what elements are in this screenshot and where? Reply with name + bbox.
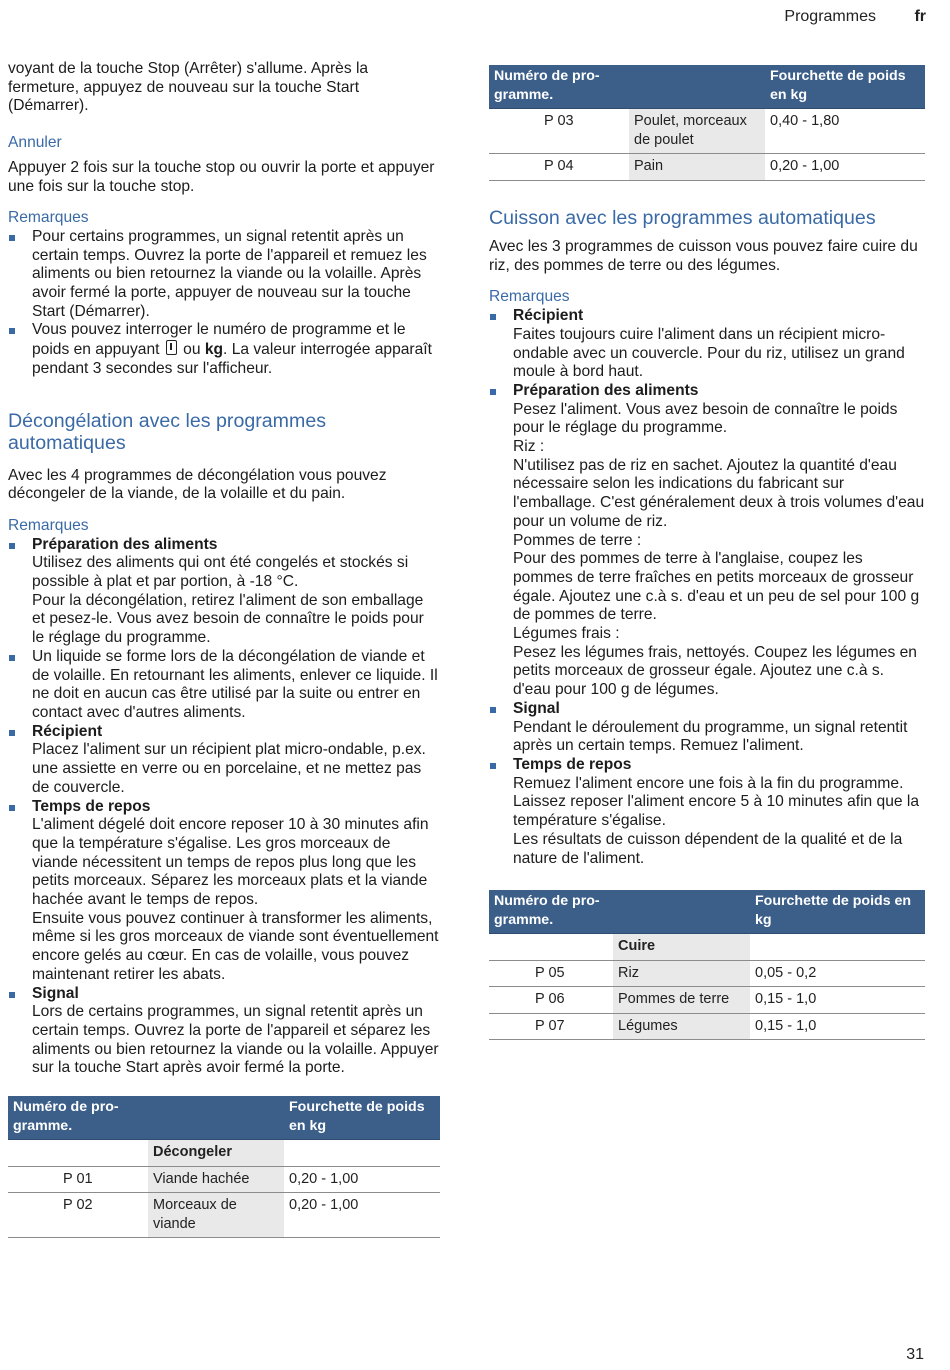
bullet-square-icon <box>9 543 15 549</box>
food-name: Pain <box>629 154 765 181</box>
bullet-square-icon <box>9 992 15 998</box>
list-item <box>8 723 440 798</box>
list-item <box>489 756 925 868</box>
col-header-weight: Fourchette de poids en kg <box>284 1096 440 1140</box>
remark-text: Légumes frais : <box>513 625 620 643</box>
remark-text: Un liquide se forme lors de la décongélation de viande et de volaille. En retournant les aliments, enlever ce liquide. Il ne doit en aucun cas être utilisé par la suite ou entrer en contact avec d'autres aliments. <box>32 647 438 721</box>
weight-range: 0,15 - 1,0 <box>750 987 925 1014</box>
table-row <box>8 1193 440 1238</box>
category-label: Décongeler <box>148 1140 284 1167</box>
decongeler-table-wrap <box>8 1096 440 1238</box>
cuire-table <box>489 890 925 1040</box>
programme-number: P 06 <box>489 987 613 1014</box>
remark-text: Pesez les légumes frais, nettoyés. Coupez les légumes en petits morceaux de grosseur égale. Ajoutez une c.à s. d'eau pour 100 g de légumes. <box>513 643 917 699</box>
list-item <box>8 648 440 723</box>
weight-range: 0,20 - 1,00 <box>284 1193 440 1238</box>
annuler-text: Appuyer 2 fois sur la touche stop ou ouvrir la porte et appuyer une fois sur la touche stop. <box>8 158 435 195</box>
remark-text: N'utilisez pas de riz en sachet. Ajoutez la quantité d'eau nécessaire selon les indications du fabricant sur l'emballage. C'est généralement deux à trois volumes d'eau pour un volume de riz. <box>513 456 925 530</box>
remark-text: Les résultats de cuisson dépendent de la qualité et de la nature de l'aliment. <box>513 830 903 867</box>
food-name: Riz <box>613 960 750 987</box>
cuisson-text: Avec les 3 programmes de cuisson vous pouvez faire cuire du riz, des pommes de terre ou des légumes. <box>489 238 918 274</box>
cuire-table-wrap <box>489 890 925 1040</box>
table-row <box>489 109 925 154</box>
bullet-square-icon <box>9 328 15 334</box>
programme-number: P 05 <box>489 960 613 987</box>
food-name: Légumes <box>613 1013 750 1040</box>
section-title: Programmes <box>784 8 876 25</box>
category-label: Cuire <box>613 934 750 961</box>
weight-range: 0,40 - 1,80 <box>765 109 925 154</box>
table-row <box>489 987 925 1014</box>
remark-text: L'aliment dégelé doit encore reposer 10 à 30 minutes afin que la température s'égalise. Les gros morceaux de viande nécessitent un temps de repos plus long que les petits morceaux. Séparez les morceaux plats et la viande hachée avant le temps de repos. <box>32 816 429 909</box>
remarques-heading-1: Remarques <box>8 209 89 227</box>
remark-title: Préparation des aliments <box>32 535 218 553</box>
remark-text: Pour des pommes de terre à l'anglaise, coupez les pommes de terre fraîches en petits morceaux de grosseur égale. Ajoutez une c.à s. d'eau et un peu de sel pour 100 g de pommes de terre. <box>513 550 920 624</box>
intro-text: voyant de la touche Stop (Arrêter) s'allume. Après la fermeture, appuyez de nouveau sur la touche Start (Démarrer). <box>8 60 369 115</box>
decongelation-heading: Décongélation avec les programmes automatiques <box>8 409 327 455</box>
list-item: Vous pouvez interroger le numéro de programme et le poids en appuyant ou kg. La valeur interrogée apparaît pendant 3 secondes sur l'afficheur. <box>8 321 440 378</box>
food-name: Morceaux de viande <box>148 1193 284 1238</box>
weight-range: 0,05 - 0,2 <box>750 960 925 987</box>
remark-title: Préparation des aliments <box>513 381 699 399</box>
list-item: Pour certains programmes, un signal retentit après un certain temps. Ouvrez la porte de l'appareil et remuez les aliments ou bien retournez la viande ou la volaille. Après avoir fermé la porte, appuyer de nouveau sur la touche Start (Démarrer). <box>8 228 440 322</box>
bullet-square-icon <box>9 235 15 241</box>
list-item <box>489 700 925 756</box>
remark-title: Récipient <box>513 307 584 325</box>
decongelation-text: Avec les 4 programmes de décongélation vous pouvez décongeler de la viande, de la volaille et du pain. <box>8 466 387 503</box>
remarques-list-3 <box>489 307 925 868</box>
bullet-square-icon <box>9 805 15 811</box>
remark-text: Pour la décongélation, retirez l'aliment de son emballage et pesez-le. Vous avez besoin de connaître le poids pour le réglage du programme. <box>32 591 424 647</box>
programme-number: P 01 <box>8 1166 148 1193</box>
list-item <box>489 307 925 382</box>
remark-text: Pendant le déroulement du programme, un signal retentit après un certain temps. Remuez l'aliment. <box>513 718 908 755</box>
annuler-heading: Annuler <box>8 134 62 152</box>
remark-text: Utilisez des aliments qui ont été congelés et stockés si possible à plat et par portion, à -18 °C. <box>32 554 409 591</box>
programme-number: P 04 <box>489 154 629 181</box>
remark-title: Signal <box>513 699 560 717</box>
col-header-weight: Fourchette de poids en kg <box>765 65 925 109</box>
remarques-list-2 <box>8 536 440 1078</box>
remark-text: Ensuite vous pouvez continuer à transformer les aliments, même si les gros morceaux de viande sont éventuellement encore gelés au cœur. En cas de volaille, vous pouvez maintenant retirer les abats. <box>32 909 439 983</box>
remark-text: Pommes de terre : <box>513 531 642 549</box>
remark-text: Faites toujours cuire l'aliment dans un récipient micro-ondable avec un couvercle. Pour du riz, utilisez un grand moule à bord haut. <box>513 325 905 381</box>
col-header-programme: Numéro de pro- gramme. <box>489 65 765 109</box>
list-item <box>8 985 440 1079</box>
remarques-heading-2: Remarques <box>8 516 89 534</box>
remark-title: Temps de repos <box>513 755 632 773</box>
weight-range: 0,20 - 1,00 <box>765 154 925 181</box>
bullet-square-icon <box>490 763 496 769</box>
remark-title: Signal <box>32 984 79 1002</box>
programme-number: P 07 <box>489 1013 613 1040</box>
bullet-square-icon <box>490 707 496 713</box>
programme-number: P 03 <box>489 109 629 154</box>
page-number: 31 <box>906 1346 924 1363</box>
right-column <box>489 65 925 1040</box>
bullet-square-icon <box>9 730 15 736</box>
col-header-weight: Fourchette de poids en kg <box>750 890 925 934</box>
list-item <box>489 382 925 700</box>
remark-text: Placez l'aliment sur un récipient plat micro-ondable, p.ex. une assiette en verre ou en porcelaine, et ne mettez pas de couvercle. <box>32 741 426 796</box>
table-row <box>489 154 925 181</box>
remark-text: Riz : <box>513 438 545 456</box>
col-header-programme: Numéro de pro- gramme. <box>489 890 750 934</box>
remarques-list-1 <box>8 228 440 379</box>
programme-button-icon <box>166 340 177 355</box>
table-row <box>489 1013 925 1040</box>
list-item <box>8 798 440 985</box>
programme-number: P 02 <box>8 1193 148 1238</box>
food-name: Pommes de terre <box>613 987 750 1014</box>
weight-range: 0,15 - 1,0 <box>750 1013 925 1040</box>
remarques-heading-3: Remarques <box>489 288 570 306</box>
food-name: Poulet, morceaux de poulet <box>629 109 765 154</box>
decongeler-table <box>8 1096 440 1238</box>
remark-title: Récipient <box>32 722 103 740</box>
bullet-square-icon <box>490 314 496 320</box>
col-header-programme: Numéro de pro- gramme. <box>8 1096 284 1140</box>
table-row <box>8 1166 440 1193</box>
weight-range: 0,20 - 1,00 <box>284 1166 440 1193</box>
remark-text: Lors de certains programmes, un signal retentit après un certain temps. Ouvrez la porte de l'appareil et séparez les aliments ou bien retournez la viande ou la volaille. Appuyer sur la touche Start après avoir fermé la porte. <box>32 1003 439 1077</box>
bullet-square-icon <box>9 655 15 661</box>
left-column <box>8 60 440 1238</box>
bullet-square-icon <box>490 389 496 395</box>
remark-title: Temps de repos <box>32 797 151 815</box>
page-header <box>784 8 926 26</box>
decongeler-table-continued <box>489 65 925 181</box>
kg-button-label: kg <box>204 341 224 359</box>
language-code: fr <box>914 8 926 25</box>
remark-text: Remuez l'aliment encore une fois à la fin du programme. Laissez reposer l'aliment encore 5 à 10 minutes afin que la température s'égalise. <box>513 774 920 830</box>
table-row <box>489 960 925 987</box>
cuisson-heading: Cuisson avec les programmes automatiques <box>489 206 876 229</box>
remark-text: Pesez l'aliment. Vous avez besoin de connaître le poids pour le réglage du programme. <box>513 400 898 437</box>
list-item <box>8 536 440 648</box>
food-name: Viande hachée <box>148 1166 284 1193</box>
